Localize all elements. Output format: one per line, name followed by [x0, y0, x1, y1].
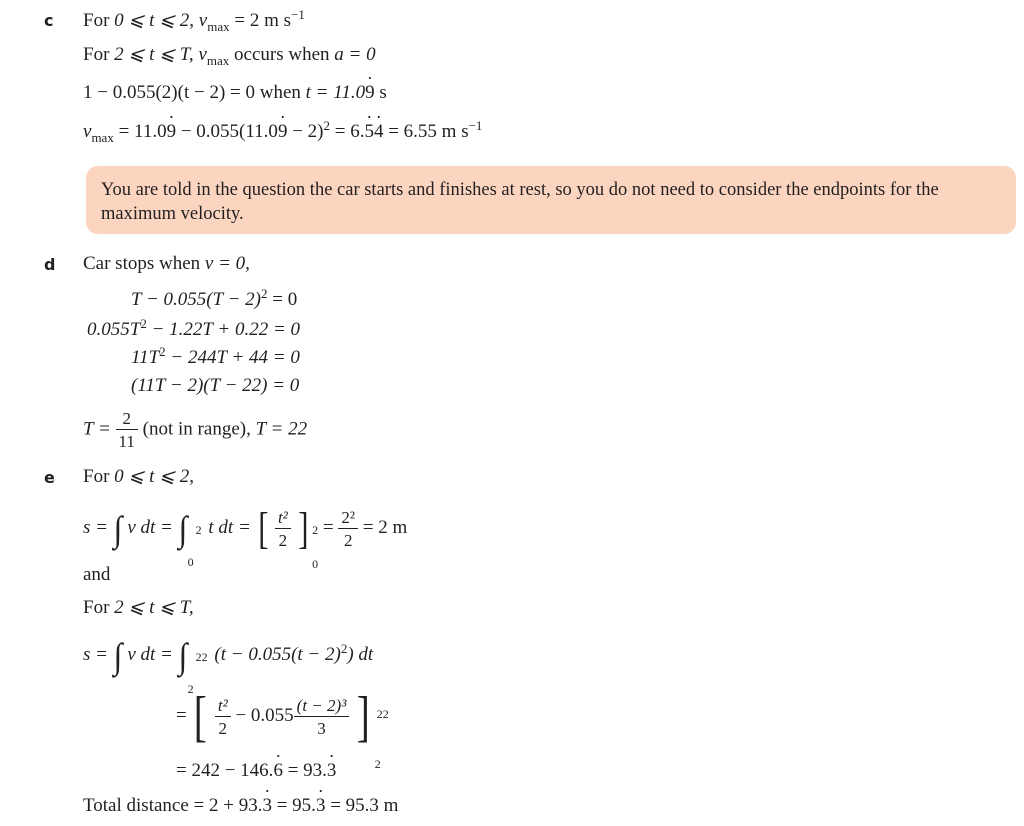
math: = 2 m s — [234, 10, 291, 31]
math: 2 ⩽ t ⩽ T, — [114, 44, 194, 65]
right-bracket: ] — [297, 503, 308, 553]
text: For — [83, 597, 110, 618]
part-e-intro — [83, 467, 194, 486]
upper-limit: 22 — [376, 707, 389, 721]
math: = 6.55 m s — [383, 121, 469, 142]
part-c-line2 — [83, 44, 376, 68]
math: = 2 m — [362, 517, 408, 538]
lower-limit: 2 — [374, 757, 381, 771]
math: = 95.3 m — [325, 795, 399, 816]
text: For — [83, 466, 110, 487]
math: = 2 + 93. — [188, 795, 263, 816]
math: (11T − 2)(T − 22) = 0 — [131, 375, 300, 396]
math: v — [83, 121, 92, 142]
math: = 6. — [329, 121, 365, 142]
part-d-eq3: $11T^2 - 244T + 44 = 0$ — [131, 344, 300, 368]
fraction — [338, 509, 358, 549]
part-e-intro-2 — [83, 598, 194, 617]
math-sub: max — [91, 130, 114, 145]
math: − 0.055(11.0 — [176, 121, 278, 142]
math: 0.055T — [87, 319, 141, 340]
recurring-digit: 3 · — [262, 796, 272, 815]
lower-limit: 0 — [187, 555, 194, 569]
math: = 11.0 — [118, 121, 167, 142]
and-text: and — [83, 564, 111, 585]
math: = 242 − 146. — [176, 760, 274, 781]
recurring-digit: 5 · — [364, 122, 374, 141]
hint-callout-text: You are told in the question the car starts and finishes at rest, so you do not need to consider the endpoints for the maximum velocity. — [101, 180, 939, 224]
lower-limit: 2 — [187, 682, 194, 696]
integral-sign: ∫ — [113, 635, 123, 676]
unit: s — [379, 82, 387, 103]
upper-limit: 2 — [195, 523, 202, 537]
left-bracket: [ — [194, 685, 208, 748]
part-c-line1 — [83, 7, 305, 34]
math: T − 0.055(T − 2) — [131, 289, 261, 310]
math: − 0.055 — [235, 705, 294, 726]
math: − 1.22T + 0.22 = 0 — [151, 319, 301, 340]
math: (t − 0.055(t − 2) — [214, 644, 341, 665]
lower-limit: 0 — [312, 557, 319, 571]
math: 1 − 0.055(2)(t − 2) = 0 — [83, 82, 255, 103]
math-sub: max — [207, 19, 230, 34]
integral-sign: ∫ — [178, 508, 188, 549]
part-c-label: c — [44, 11, 54, 30]
math: 2 ⩽ t ⩽ T, — [114, 597, 194, 618]
definite-integral — [178, 630, 210, 696]
math: 0 ⩽ t ⩽ 2, — [114, 10, 195, 31]
part-e-label: e — [44, 468, 55, 487]
text: (not in range), — [142, 418, 251, 440]
math: T = 22 — [255, 418, 308, 440]
math: s = — [83, 644, 108, 665]
math: − 2) — [287, 121, 324, 142]
fraction-denominator: 3 — [317, 718, 326, 738]
recurring-digit: 9 · — [278, 122, 288, 141]
text: when — [259, 82, 301, 103]
math: = 0 — [272, 289, 298, 310]
math-sup: 2 — [323, 118, 330, 133]
evaluated-bracket — [256, 503, 319, 571]
fraction-numerator: t² — [275, 509, 291, 529]
math: ) dt — [347, 644, 374, 665]
text: For — [83, 10, 110, 31]
fraction-denominator: 2 — [343, 530, 353, 550]
text: For — [83, 44, 110, 65]
part-e-step-4 — [176, 761, 336, 780]
fraction-denominator: 11 — [118, 432, 135, 451]
math: s = — [83, 517, 108, 538]
text: Car stops when — [83, 253, 201, 274]
left-bracket: [ — [257, 503, 268, 553]
recurring-digit: 9 · — [365, 83, 375, 102]
math: 11T — [131, 347, 160, 368]
definite-integral — [178, 503, 204, 569]
recurring-digit: 4 · — [374, 122, 384, 141]
fraction — [275, 509, 291, 549]
integral-sign: ∫ — [178, 635, 188, 676]
fraction-numerator: (t − 2)³ — [294, 697, 350, 717]
fraction-numerator: t² — [215, 697, 231, 717]
part-c-line3 — [83, 83, 387, 102]
fraction-numerator: 2² — [338, 509, 358, 529]
part-d-intro — [83, 254, 250, 273]
math: T = — [83, 418, 111, 440]
math: t dt = — [208, 517, 251, 538]
part-e-integral-2: s = ∫ v dt = ∫ 22 2 $(t - 0.055(t - 2)^2)$ dt — [83, 630, 373, 680]
part-d-label: d — [44, 255, 56, 274]
math: v — [198, 10, 208, 31]
recurring-digit: 6 · — [273, 761, 283, 780]
math: − 244T + 44 = 0 — [170, 347, 300, 368]
math: v — [198, 44, 207, 65]
upper-limit: 2 — [312, 523, 319, 537]
math: v dt = — [127, 644, 173, 665]
integral-sign: ∫ — [113, 508, 123, 549]
math: a = 0 — [334, 44, 376, 65]
math: v = 0, — [204, 253, 250, 274]
fraction — [215, 697, 231, 737]
part-d-answer — [83, 410, 307, 450]
fraction-denominator: 2 — [278, 530, 288, 550]
part-d-eq1: $T - 0.055(T - 2)^2 = 0$ — [131, 286, 298, 310]
part-e-integral-1: s = ∫ v dt = ∫ 2 0 t dt = [ $\frac{\text{t²}}{2}$ ] 2 0 = $\frac{\text{2²}}{2}$ = 2 m — [83, 503, 407, 553]
text: Total distance — [83, 795, 189, 816]
text: occurs when — [234, 44, 330, 65]
recurring-digit: 9 · — [167, 122, 177, 141]
math: t = 11.0 — [305, 82, 366, 103]
part-d-eq2: $0.055T^2 - 1.22T + 0.22 = 0$ — [87, 316, 301, 340]
right-bracket: ] — [356, 685, 370, 748]
math-sub: max — [206, 53, 230, 68]
fraction — [116, 410, 138, 450]
fraction-numerator: 2 — [116, 410, 138, 430]
math: = 93. — [282, 760, 327, 781]
part-d-eq4 — [131, 376, 299, 395]
part-c-line4 — [83, 118, 483, 145]
math-sup: −1 — [291, 7, 305, 22]
fraction — [294, 697, 350, 737]
math-sup: −1 — [468, 118, 483, 133]
recurring-digit: 3 · — [316, 796, 326, 815]
math: 0 ⩽ t ⩽ 2, — [114, 466, 195, 487]
math: = 95. — [271, 795, 316, 816]
math: = — [176, 705, 187, 726]
math: v dt = — [127, 517, 173, 538]
total-distance — [83, 796, 398, 815]
fraction-denominator: 2 — [218, 718, 228, 738]
upper-limit: 22 — [195, 650, 208, 664]
recurring-digit: 3 · — [327, 761, 337, 780]
